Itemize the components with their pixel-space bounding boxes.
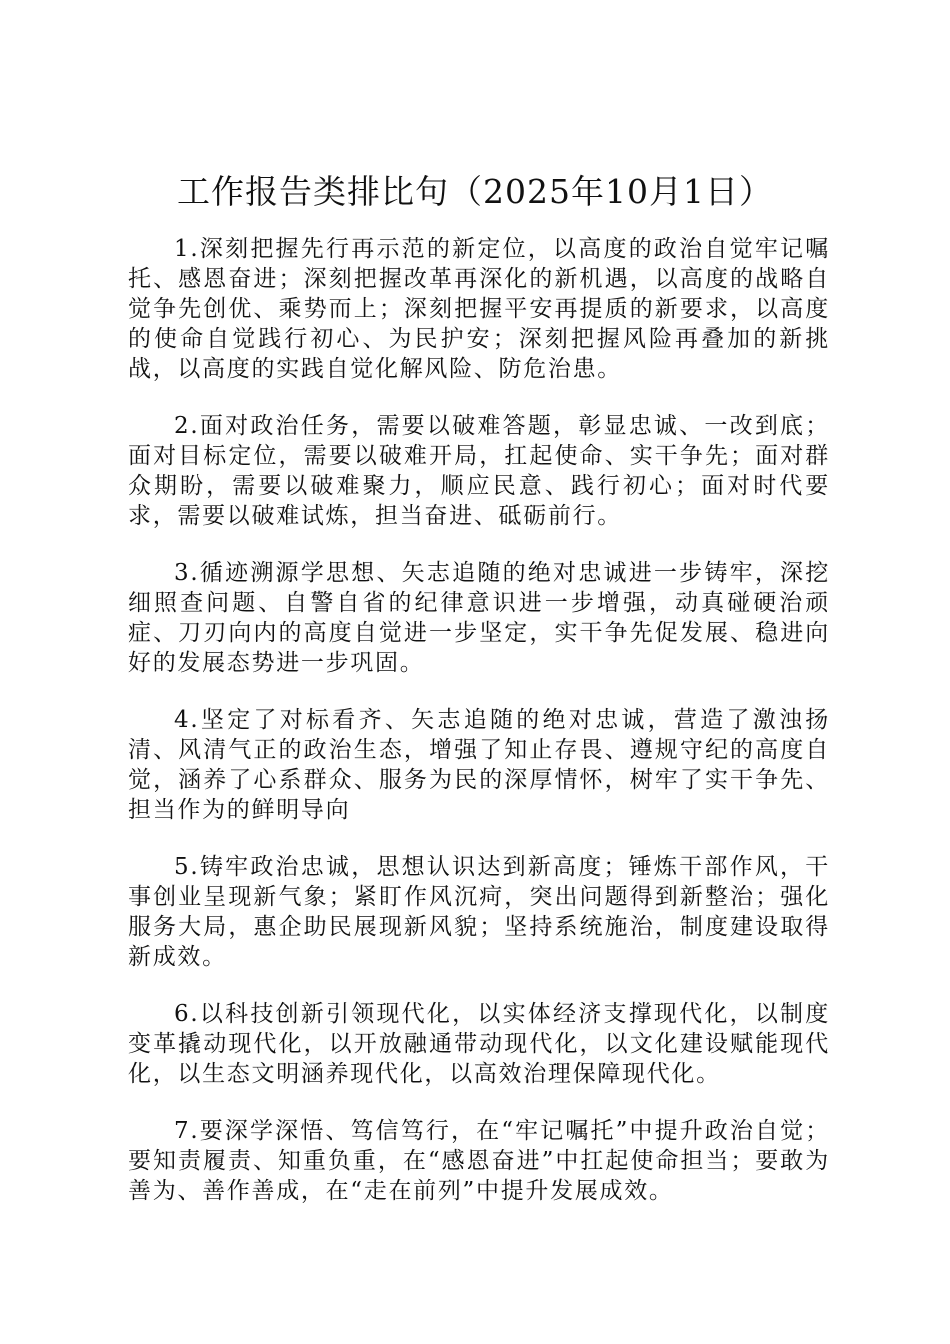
paragraph-3: 3.循迹溯源学思想、矢志追随的绝对忠诚进一步铸牢，深挖细照查问题、自警自省的纪律意识进一步增强，动真碰硬治顽症、刀刃向内的高度自觉进一步坚定，实干争先促发展、稳进向好的发展态势进一步巩固。 [128, 560, 830, 676]
paragraph-2: 2.面对政治任务，需要以破难答题，彰显忠诚、一改到底；面对目标定位，需要以破难开局，扛起使命、实干争先；面对群众期盼，需要以破难聚力，顺应民意、践行初心；面对时代要求，需要以破难试炼，担当奋进、砥砺前行。 [128, 413, 830, 529]
document-title: 工作报告类排比句（2025年10月1日） [177, 172, 773, 211]
paragraph-6: 6.以科技创新引领现代化，以实体经济支撑现代化，以制度变革撬动现代化，以开放融通带动现代化，以文化建设赋能现代化，以生态文明涵养现代化，以高效治理保障现代化。 [128, 1001, 830, 1087]
paragraph-4: 4.坚定了对标看齐、矢志追随的绝对忠诚，营造了激浊扬清、风清气正的政治生态，增强了知止存畏、遵规守纪的高度自觉，涵养了心系群众、服务为民的深厚情怀，树牢了实干争先、担当作为的鲜明导向 [128, 707, 830, 823]
paragraph-7: 7.要深学深悟、笃信笃行，在“牢记嘱托”中提升政治自觉；要知责履责、知重负重，在“感恩奋进”中扛起使命担当；要敢为善为、善作善成，在“走在前列”中提升发展成效。 [128, 1118, 830, 1204]
paragraph-5: 5.铸牢政治忠诚，思想认识达到新高度；锤炼干部作风，干事创业呈现新气象；紧盯作风沉疴，突出问题得到新整治；强化服务大局，惠企助民展现新风貌；坚持系统施治，制度建设取得新成效。 [128, 854, 830, 970]
document-body [128, 234, 830, 1233]
paragraph-1: 1.深刻把握先行再示范的新定位，以高度的政治自觉牢记嘱托、感恩奋进；深刻把握改革再深化的新机遇，以高度的战略自觉争先创优、乘势而上；深刻把握平安再提质的新要求，以高度的使命自觉践行初心、为民护安；深刻把握风险再叠加的新挑战，以高度的实践自觉化解风险、防危治患。 [128, 236, 830, 382]
